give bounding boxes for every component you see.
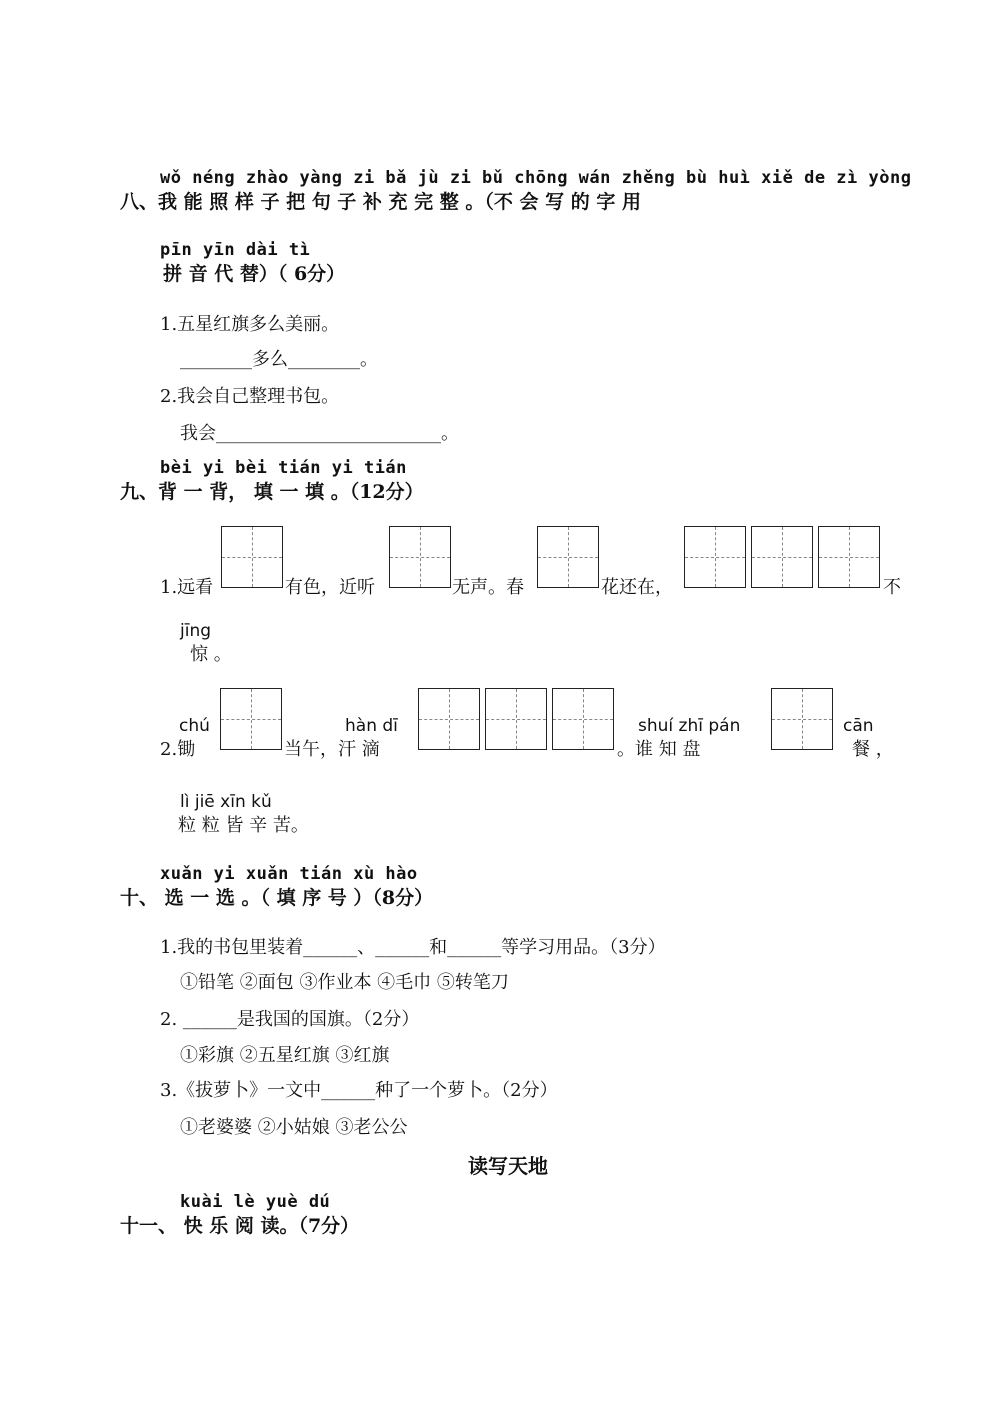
s9-line1-part-e: 不 [883, 577, 901, 598]
s9-line2-part-a: 2.锄 [160, 739, 196, 760]
s9-line1-part-c: 无声。春 [452, 577, 524, 598]
char-box[interactable] [771, 688, 833, 750]
s9-line1-part-d: 花还在， [601, 577, 673, 598]
s9-line1-pinyin-jing: jīng [180, 621, 212, 641]
char-box[interactable] [389, 526, 451, 588]
s8-question-2: 2.我会自己整理书包。 [160, 386, 340, 407]
s8-question-1: 1.五星红旗多么美丽。 [160, 314, 340, 335]
s9-line2-pinyin-handi: hàn dī [345, 716, 398, 736]
s10-question-3: 3.《拔萝卜》一文中______种了一个萝卜。（2分） [160, 1080, 558, 1101]
s10-options-1: ①铅笔 ②面包 ③作业本 ④毛巾 ⑤转笔刀 [180, 972, 509, 993]
s10-title: 十、 选 一 选 。（ 填 序 号 ）（8分） [120, 887, 434, 909]
char-box[interactable] [485, 688, 547, 750]
s10-options-2: ①彩旗 ②五星红旗 ③红旗 [180, 1045, 390, 1066]
s9-title: 九、背 一 背， 填 一 填 。（12分） [120, 481, 424, 503]
s8-pinyin-1: wǒ néng zhào yàng zi bǎ jù zi bǔ chōng wán zhěng bù huì xiě de zì yòng [160, 168, 912, 188]
s11-pinyin: kuài lè yuè dú [180, 1192, 331, 1212]
s8-title-2: 拼 音 代 替）（ 6分） [163, 263, 346, 285]
char-box[interactable] [818, 526, 880, 588]
s9-line3-pinyin: lì jiē xīn kǔ [180, 792, 272, 812]
s9-line2-pinyin-c: shuí zhī pán [638, 716, 741, 736]
s9-line2-part-c: 。谁 知 盘 [617, 739, 701, 760]
s10-options-3: ①老婆婆 ②小姑娘 ③老公公 [180, 1117, 408, 1138]
s10-pinyin: xuǎn yi xuǎn tián xù hào [160, 864, 418, 884]
s8-pinyin-2: pīn yīn dài tì [160, 240, 311, 260]
char-box[interactable] [220, 688, 282, 750]
s11-title: 十一、 快 乐 阅 读。（7分） [120, 1215, 360, 1237]
char-box[interactable] [418, 688, 480, 750]
s8-answer-line-1: ________多么________。 [180, 349, 378, 370]
char-box[interactable] [537, 526, 599, 588]
s8-answer-line-2: 我会_________________________。 [180, 423, 459, 444]
s9-line2-part-b: 当午，汗 滴 [284, 739, 380, 760]
s9-line3: 粒 粒 皆 辛 苦。 [178, 815, 309, 836]
char-box[interactable] [221, 526, 283, 588]
char-box[interactable] [751, 526, 813, 588]
s8-title-1: 八、我 能 照 样 子 把 句 子 补 充 完 整 。（不 会 写 的 字 用 [120, 191, 641, 213]
s9-line2-part-d: 餐 ， [852, 739, 894, 760]
s9-pinyin: bèi yi bèi tián yi tián [160, 458, 407, 478]
s9-line2-pinyin-can: cān [843, 716, 874, 736]
s9-line1-part-a: 1.远看 [160, 577, 214, 598]
char-box[interactable] [684, 526, 746, 588]
s9-line1-end: 惊 。 [190, 644, 232, 665]
s9-line1-part-b: 有色，近听 [285, 577, 375, 598]
s9-line2-pinyin-chu: chú [179, 716, 210, 736]
char-box[interactable] [552, 688, 614, 750]
s10-question-2: 2. ______是我国的国旗。（2分） [160, 1009, 420, 1030]
s10-question-1: 1.我的书包里装着______、______和______等学习用品。（3分） [160, 937, 666, 958]
section-title: 读写天地 [468, 1154, 548, 1178]
